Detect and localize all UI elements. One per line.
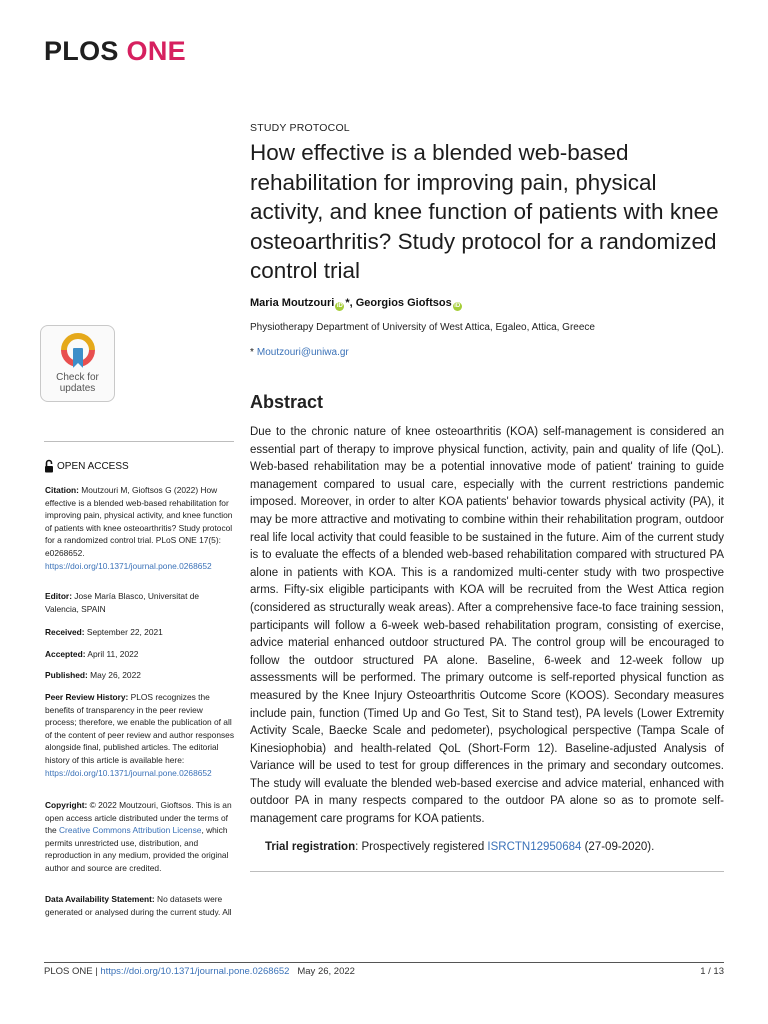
author-list: [250, 297, 463, 311]
email-star: *: [250, 347, 254, 358]
page-number: 1 / 13: [700, 966, 724, 977]
logo-plos: PLOS: [44, 36, 119, 66]
logo-one: ONE: [126, 36, 186, 66]
footer-divider: [44, 962, 724, 963]
abstract-divider: [250, 871, 724, 872]
orcid-icon[interactable]: iD: [336, 303, 343, 309]
trial-registration: Trial registration: Prospectively registered ISRCTN12950684 (27-09-2020).: [265, 841, 655, 853]
accepted-date: Accepted: April 11, 2022: [45, 649, 139, 659]
copyright-block: Copyright: © 2022 Moutzouri, Gioftsos. This is an open access article distributed under the terms of the Creative Commons Attribution License, which permits unrestricted use, distribution, and reproduction in any medium, provided the original author and source are credited.: [45, 800, 232, 873]
corresponding-email: [250, 347, 349, 358]
author-name[interactable]: Maria Moutzouri: [250, 297, 335, 309]
email-link[interactable]: Moutzouri@uniwa.gr: [256, 347, 349, 358]
orcid-icon[interactable]: iD: [454, 303, 461, 309]
affiliation: Physiotherapy Department of University of West Attica, Egaleo, Attica, Greece: [250, 322, 595, 333]
published-date: Published: May 26, 2022: [45, 670, 141, 680]
check-updates-icon: [60, 332, 96, 370]
peer-review-block: Peer Review History: PLOS recognizes the benefits of transparency in the peer review process; therefore, we enable the publication of all of the content of peer review and author responses alongside final, published articles. The editorial history of this article is available here: https://doi.org/10.1371/journal.pone.0268652: [45, 692, 235, 778]
article-type: STUDY PROTOCOL: [250, 122, 350, 134]
journal-logo: [44, 36, 186, 67]
page-footer: PLOS ONE | https://doi.org/10.1371/journal.pone.0268652 May 26, 2022 1 / 13: [44, 966, 724, 977]
license-link[interactable]: Creative Commons Attribution License: [58, 825, 202, 836]
badge-label: Check for updates: [56, 372, 99, 394]
article-title: How effective is a blended web-based rehabilitation for improving pain, physical activity, and knee function of patients with knee osteoarthritis? Study protocol for a randomized control trial: [250, 140, 719, 283]
citation-block: Citation: Moutzouri M, Gioftsos G (2022) How effective is a blended web-based rehabilitation for improving pain, physical activity, and knee function of patients with knee osteoarthritis? Study protocol for a randomized control trial. PLoS ONE 17(5): e0268652. https://doi.org/10.1371/journal.pone.0268652: [45, 485, 233, 571]
open-lock-icon: [44, 459, 54, 473]
editor-block: Editor: Jose María Blasco, Universitat de Valencia, SPAIN: [45, 591, 200, 614]
corresponding-mark: *,: [345, 297, 356, 309]
author-name[interactable]: Georgios Gioftsos: [355, 297, 452, 309]
citation-doi-link[interactable]: https://doi.org/10.1371/journal.pone.0268652: [45, 560, 212, 571]
footer-date: May 26, 2022: [297, 966, 355, 977]
peer-review-link[interactable]: https://doi.org/10.1371/journal.pone.0268652: [45, 767, 212, 778]
open-access-label: [44, 459, 129, 473]
footer-journal: PLOS ONE: [44, 966, 93, 977]
trial-registry-link[interactable]: ISRCTN12950684: [487, 841, 582, 853]
abstract-body: Due to the chronic nature of knee osteoarthritis (KOA) self-management is considered an essential part of therapy to improve physical function, activity, pain and quality of life (QoL). Web-based rehabilitation may be a potential innovative mode of patient' training to guide management compared to usual care, especially with the current restrictions pandemic imposed. Moreover, in order to alter KOA patients' behavior towards physical activity (PA), it may be more attractive and motivating to combine within their rehabilitation program, outdoor real life local activity that could feasible to be sustained in the future. Aim of the current study is to evaluate the effects of a blended web-based rehabilitation compared with structured PA alone in patients with KOA. This is a randomized multi-center study with two prospective arms. Fifty-six eligible participants with KOA will be recruited from the West Attica region (considered as structurally weak areas). After a comprehensive face-to face training session, participants will follow a 6-week web-based rehabilitation program, consisting of exercise, advice material enhanced outdoor structured PA. The control group will be encouraged to follow the outdoor structured PA alone. Baseline, 6-week and 12-week follow up assessments will be performed. The primary outcome is self-reported physical function as measured by the Knee Injury Osteoarthritis Outcome Score (KOOS). Secondary measures include pain, function (Timed Up and Go Test, Sit to Stand test), PA levels (Lower Extremity Activity Scale, Baecke Scale and pedometer), psychological perspective (Tampa Scale of Kinesiophobia) and health-related QoL (Short-Form 12). Baseline-adjusted Analysis of Variance will be used to test for group differences in the primary and secondary outcomes. The study will evaluate the blended web-based exercise and advice material, enhanced with outdoor PA in many respects compared to the outdoor PA alone so as to promote self-management care programs for KOA patients.: [250, 426, 724, 826]
received-date: Received: September 22, 2021: [45, 627, 163, 637]
sidebar-divider: [44, 441, 234, 442]
abstract-heading: Abstract: [250, 392, 324, 412]
data-availability-block: Data Availability Statement: No datasets were generated or analysed during the current study. All: [45, 894, 232, 917]
footer-doi-link[interactable]: https://doi.org/10.1371/journal.pone.0268652: [100, 966, 290, 977]
open-access-text: OPEN ACCESS: [57, 460, 129, 472]
check-for-updates-badge[interactable]: [40, 325, 115, 402]
